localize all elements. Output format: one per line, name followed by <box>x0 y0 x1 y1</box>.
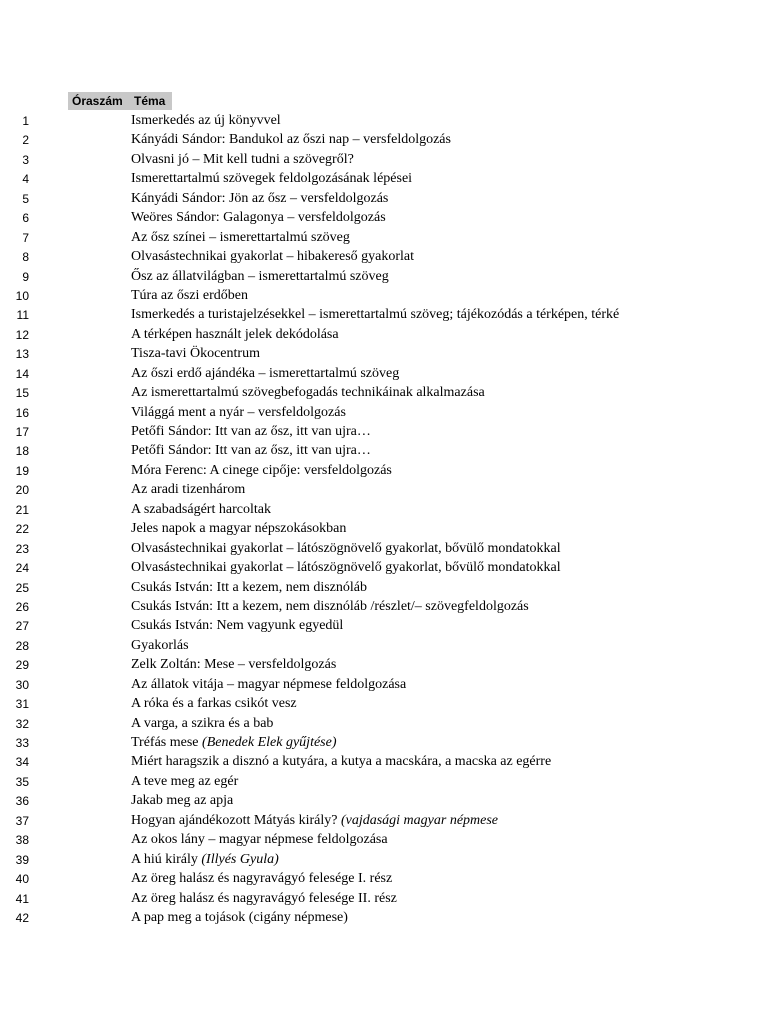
lesson-topic <box>131 228 350 247</box>
table-row <box>0 130 656 149</box>
lesson-topic <box>131 733 337 752</box>
lesson-topic <box>131 578 367 597</box>
lesson-topic <box>131 247 414 266</box>
lesson-topic <box>131 500 271 519</box>
lesson-topic-text: Móra Ferenc: A cinege cipője: versfeldolgozás <box>131 462 392 478</box>
lesson-topic-text: Olvasástechnikai gyakorlat – látószögnövelő gyakorlat, bővülő mondatokkal <box>131 540 561 556</box>
lesson-topic <box>131 791 233 810</box>
table-row <box>0 655 656 674</box>
table-row <box>0 441 656 460</box>
lesson-number: 3 <box>22 152 29 167</box>
table-row <box>0 247 656 266</box>
lesson-topic-text: A térképen használt jelek dekódolása <box>131 326 339 342</box>
lesson-number: 29 <box>15 658 29 673</box>
lesson-topic <box>131 830 388 849</box>
lesson-number: 42 <box>15 910 29 925</box>
lesson-number: 33 <box>15 736 29 750</box>
lesson-topic <box>131 461 392 480</box>
lesson-topic-text: Weöres Sándor: Galagonya – versfeldolgozás <box>131 210 386 226</box>
lesson-number: 28 <box>15 638 29 653</box>
lesson-topic-text: Ismerettartalmú szövegek feldolgozásának lépései <box>131 171 413 187</box>
lesson-topic <box>131 616 343 635</box>
lesson-number: 8 <box>22 250 29 265</box>
table-row <box>0 267 656 286</box>
table-row <box>0 169 656 188</box>
lesson-topic-text: Az aradi tizenhárom <box>131 482 246 498</box>
lesson-topic-text: Csukás István: Itt a kezem, nem disznóláb /részlet/– szövegfeldolgozás <box>131 598 529 614</box>
table-row <box>0 286 656 305</box>
lesson-topic <box>131 539 561 558</box>
lesson-number: 18 <box>15 444 29 459</box>
lesson-number: 30 <box>15 677 29 692</box>
lesson-number: 19 <box>15 463 29 478</box>
lesson-topic-italic: (vajdasági magyar népmese <box>340 812 499 828</box>
lesson-topic <box>131 908 348 927</box>
lesson-table <box>0 111 656 927</box>
lesson-number: 14 <box>15 366 29 381</box>
table-row <box>0 830 656 849</box>
table-row <box>0 694 656 713</box>
lesson-topic-text: Olvasástechnikai gyakorlat – hibakereső gyakorlat <box>131 249 415 265</box>
table-row <box>0 675 656 694</box>
lesson-topic-text: Jakab meg az apja <box>131 793 234 809</box>
table-row <box>0 791 656 810</box>
lesson-topic <box>131 519 346 538</box>
table-row <box>0 344 656 363</box>
lesson-number: 31 <box>15 697 29 712</box>
lesson-topic <box>131 714 273 733</box>
lesson-topic-text: Petőfi Sándor: Itt van az ősz, itt van ujra… <box>131 443 371 459</box>
lesson-number: 5 <box>22 191 29 206</box>
lesson-topic-text: Világgá ment a nyár – versfeldolgozás <box>131 404 346 420</box>
lesson-topic <box>131 344 260 363</box>
lesson-number: 39 <box>15 852 29 867</box>
lesson-topic <box>131 772 238 791</box>
lesson-topic-text: A szabadságért harcoltak <box>131 501 271 517</box>
lesson-number: 20 <box>15 483 29 498</box>
lesson-topic-text: Túra az őszi erdőben <box>131 287 248 303</box>
lesson-topic <box>131 889 397 908</box>
lesson-topic-text: A varga, a szikra és a bab <box>131 715 274 731</box>
lesson-number: 40 <box>15 872 29 887</box>
table-row <box>0 519 656 538</box>
lesson-number: 6 <box>22 211 29 226</box>
lesson-topic-text: Zelk Zoltán: Mese – versfeldolgozás <box>131 657 337 673</box>
lesson-number: 7 <box>22 230 29 245</box>
table-row <box>0 714 656 733</box>
lesson-number: 10 <box>15 288 29 303</box>
lesson-topic <box>131 869 392 888</box>
lesson-topic-text: Hogyan ajándékozott Mátyás király? <box>131 812 341 828</box>
lesson-number: 41 <box>15 891 29 906</box>
lesson-topic <box>131 422 371 441</box>
lesson-topic <box>131 694 297 713</box>
lesson-topic-text: Csukás István: Nem vagyunk egyedül <box>131 618 344 634</box>
table-row <box>0 422 656 441</box>
lesson-topic <box>131 286 248 305</box>
lesson-topic <box>131 558 561 577</box>
table-row <box>0 305 656 324</box>
table-row <box>0 403 656 422</box>
lesson-topic <box>131 267 389 286</box>
lesson-number: 9 <box>22 269 29 284</box>
table-row <box>0 869 656 888</box>
column-header-topic: Téma <box>134 94 166 108</box>
lesson-topic <box>131 597 529 616</box>
lesson-topic <box>131 441 371 460</box>
lesson-number: 32 <box>15 716 29 731</box>
table-row <box>0 228 656 247</box>
lesson-topic <box>131 130 451 149</box>
table-row <box>0 616 656 635</box>
lesson-topic-italic: (Illyés Gyula) <box>201 851 279 867</box>
table-row <box>0 325 656 344</box>
lesson-topic-text: Ismerkedés az új könyvvel <box>131 113 281 128</box>
lesson-topic <box>131 655 336 674</box>
lesson-number: 23 <box>15 541 29 556</box>
lesson-topic-text: Tréfás mese <box>131 735 203 750</box>
table-row <box>0 850 656 869</box>
table-row <box>0 636 656 655</box>
table-row <box>0 752 656 771</box>
lesson-number: 15 <box>15 386 29 401</box>
lesson-topic-text: Gyakorlás <box>131 637 189 653</box>
lesson-number: 11 <box>16 308 29 323</box>
lesson-topic <box>131 383 485 402</box>
table-row <box>0 461 656 480</box>
lesson-topic <box>131 403 346 422</box>
lesson-topic-text: Az ősz színei – ismerettartalmú szöveg <box>131 229 350 245</box>
lesson-topic-text: Petőfi Sándor: Itt van az ősz, itt van ujra… <box>131 424 371 439</box>
lesson-number: 1 <box>22 114 29 128</box>
table-row <box>0 772 656 791</box>
lesson-topic <box>131 675 406 694</box>
lesson-number: 16 <box>15 405 29 420</box>
lesson-topic <box>131 305 619 324</box>
lesson-topic <box>131 811 498 830</box>
lesson-topic-text: Kányádi Sándor: Jön az ősz – versfeldolgozás <box>131 190 389 206</box>
table-row <box>0 889 656 908</box>
table-row <box>0 364 656 383</box>
lesson-number: 34 <box>15 755 29 770</box>
lesson-number: 37 <box>15 813 29 828</box>
lesson-topic <box>131 325 339 344</box>
lesson-number: 4 <box>22 172 29 187</box>
lesson-topic-italic: (Benedek Elek gyűjtése) <box>202 735 337 750</box>
lesson-topic <box>131 480 245 499</box>
lesson-topic <box>131 850 279 869</box>
table-header <box>68 92 172 110</box>
lesson-topic-text: Csukás István: Itt a kezem, nem disznóláb <box>131 579 367 595</box>
lesson-topic-text: Az állatok vitája – magyar népmese feldolgozása <box>131 676 407 692</box>
lesson-topic <box>131 636 189 655</box>
table-row <box>0 597 656 616</box>
lesson-topic <box>131 208 386 227</box>
lesson-topic-text: Az őszi erdő ajándéka – ismerettartalmú szöveg <box>131 365 400 381</box>
lesson-number: 25 <box>15 580 29 595</box>
lesson-topic <box>131 150 354 169</box>
lesson-topic <box>131 169 412 188</box>
table-row <box>0 383 656 402</box>
table-row <box>0 150 656 169</box>
lesson-topic-text: Tisza-tavi Ökocentrum <box>131 346 260 362</box>
lesson-topic-text: A róka és a farkas csikót vesz <box>131 696 297 712</box>
table-row <box>0 208 656 227</box>
lesson-number: 12 <box>15 327 29 342</box>
lesson-number: 24 <box>15 561 29 576</box>
table-row <box>0 733 656 752</box>
lesson-topic-text: Jeles napok a magyar népszokásokban <box>131 521 347 537</box>
lesson-topic-text: Ismerkedés a turistajelzésekkel – ismerettartalmú szöveg; tájékozódás a térképen, térké <box>131 307 620 323</box>
lesson-number: 26 <box>15 599 29 614</box>
lesson-topic-text: Az öreg halász és nagyravágyó felesége II. rész <box>131 890 397 906</box>
lesson-number: 35 <box>15 774 29 789</box>
lesson-topic-text: Az okos lány – magyar népmese feldolgozása <box>131 832 388 848</box>
lesson-topic-text: Olvasástechnikai gyakorlat – látószögnövelő gyakorlat, bővülő mondatokkal <box>131 560 561 576</box>
table-row <box>0 558 656 577</box>
lesson-number: 22 <box>15 522 29 537</box>
lesson-topic-text: Kányádi Sándor: Bandukol az őszi nap – versfeldolgozás <box>131 132 451 148</box>
lesson-number: 27 <box>15 619 29 634</box>
table-row <box>0 480 656 499</box>
lesson-topic-text: Az ismerettartalmú szövegbefogadás technikáinak alkalmazása <box>131 385 485 401</box>
lesson-topic <box>131 364 399 383</box>
lesson-topic <box>131 752 551 771</box>
lesson-number: 21 <box>15 502 29 517</box>
column-header-lesson-number: Óraszám <box>72 94 123 108</box>
lesson-topic-text: Az öreg halász és nagyravágyó felesége I. rész <box>131 871 393 887</box>
table-row <box>0 908 656 927</box>
lesson-topic-text: A teve meg az egér <box>131 773 239 789</box>
lesson-topic-text: A pap meg a tojások (cigány népmese) <box>131 909 348 925</box>
lesson-topic-text: Ősz az állatvilágban – ismerettartalmú szöveg <box>131 268 389 284</box>
lesson-topic <box>131 111 281 130</box>
lesson-topic-text: Olvasni jó – Mit kell tudni a szövegről? <box>131 151 354 167</box>
table-row <box>0 500 656 519</box>
table-row <box>0 111 656 130</box>
table-row <box>0 189 656 208</box>
lesson-number: 17 <box>15 425 29 439</box>
lesson-number: 13 <box>15 347 29 362</box>
lesson-number: 38 <box>15 833 29 848</box>
lesson-topic <box>131 189 388 208</box>
table-row <box>0 539 656 558</box>
table-row <box>0 811 656 830</box>
lesson-topic-text: Miért haragszik a disznó a kutyára, a kutya a macskára, a macska az egérre <box>131 754 552 770</box>
lesson-number: 36 <box>15 794 29 809</box>
table-row <box>0 578 656 597</box>
lesson-topic-text: A hiú király <box>131 851 202 867</box>
lesson-number: 2 <box>22 133 29 148</box>
